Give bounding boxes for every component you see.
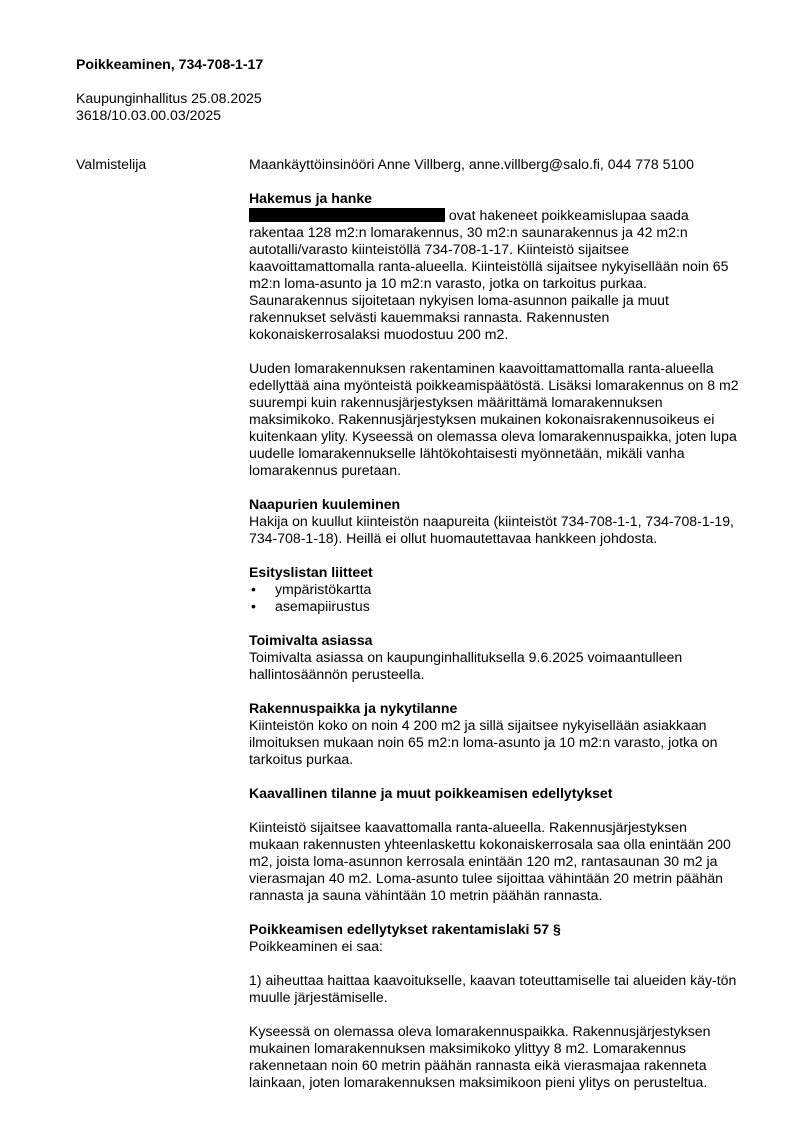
section-heading: Toimivalta asiassa xyxy=(249,632,373,648)
attachment-list xyxy=(249,581,739,615)
section-hakemus xyxy=(249,190,739,479)
paragraph xyxy=(249,207,739,343)
section-heading: Esityslistan liitteet xyxy=(249,564,373,580)
section-kaava xyxy=(249,785,739,904)
paragraph: Kiinteistö sijaitsee kaavattomalla ranta-alueella. Rakennusjärjestyksen mukaan rakennusten yhteenlaskettu kokonaiskerrosala saa olla enintään 200 m2, joista loma-asunnon kerrosala enintään 120 m2, rantasaunan 30 m2 ja vierasmajan 40 m2. Loma-asunto tulee sijoittaa vähintään 20 metrin päähän rannasta ja sauna vähintään 10 metrin päähän rannasta. xyxy=(249,819,731,903)
section-naapurit xyxy=(249,496,739,547)
list-item-text: asemapiirustus xyxy=(275,598,370,614)
document-title: Poikkeaminen, 734-708-1-17 xyxy=(76,56,264,72)
paragraph: Toimivalta asiassa on kaupunginhallituksella 9.6.2025 voimaantulleen hallintosäännön perusteella. xyxy=(249,649,683,682)
meeting-info xyxy=(76,90,262,124)
paragraph: Hakija on kuullut kiinteistön naapureita (kiinteistöt 734-708-1-1, 734-708-1-19, 734-708-1-18). Heillä ei ollut huomautettavaa hankkeen johdosta. xyxy=(249,513,734,546)
bullet: • xyxy=(251,581,256,597)
redacted-block xyxy=(249,208,445,222)
paragraph: Kiinteistön koko on noin 4 200 m2 ja sillä sijaitsee nykyisellään asiakkaan ilmoituksen mukaan noin 65 m2:n loma-asunto ja 10 m2:n varasto, jotka on tarkoitus purkaa. xyxy=(249,717,718,767)
meeting-name: Kaupunginhallitus 25.08.2025 xyxy=(76,90,262,106)
preparer-info: Maankäyttöinsinööri Anne Villberg, anne.villberg@salo.fi, 044 778 5100 xyxy=(249,156,694,172)
paragraph: Kyseessä on olemassa oleva lomarakennuspaikka. Rakennusjärjestyksen mukainen lomarakennuksen maksimikoko ylittyy 8 m2. Lomarakennus rakennetaan noin 60 metrin päähän rannasta eikä vierasmajaa rakenneta lainkaan, joten lomarakennuksen maksimikoon pieni ylitys on perusteltua. xyxy=(249,1023,711,1090)
section-rakennuspaikka xyxy=(249,700,739,768)
list-item xyxy=(249,598,739,615)
paragraph: Uuden lomarakennuksen rakentaminen kaavoittamattomalla ranta-alueella edellyttää aina myönteistä poikkeamispäätöstä. Lisäksi lomarakennus on 8 m2 suurempi kuin rakennusjärjestyksen määrittämä lomarakennuksen maksimikoko. Rakennusjärjestyksen mukainen kokonaisrakennusoikeus ei kuitenkaan ylity. Kyseessä on olemassa oleva lomarakennuspaikka, joten lupa uudelle lomarakennukselle lähtökohtaisesti myönnetään, mikäli vanha lomarakennus puretaan. xyxy=(249,360,739,478)
paragraph: 1) aiheuttaa haittaa kaavoitukselle, kaavan toteuttamiselle tai alueiden käy-tön muulle järjestämiselle. xyxy=(249,972,737,1005)
section-toimivalta xyxy=(249,632,739,683)
bullet: • xyxy=(251,598,256,614)
section-liitteet xyxy=(249,564,739,615)
document-body xyxy=(249,156,739,1108)
section-heading: Hakemus ja hanke xyxy=(249,190,372,206)
preparer-label: Valmistelija xyxy=(76,156,147,172)
section-heading: Rakennuspaikka ja nykytilanne xyxy=(249,700,458,716)
paragraph-text: ovat hakeneet poikkeamislupaa saada rakentaa 128 m2:n lomarakennus, 30 m2:n saunarakennus ja 42 m2:n autotalli/varasto kiinteistöllä 734-708-1-17. Kiinteistö sijaitsee kaavoittamattomalla ranta-alueella. Kiinteistöllä sijaitsee nykyisellään noin 65 m2:n loma-asunto ja 10 m2:n varasto, jotka on tarkoitus purkaa. Saunarakennus sijoitetaan nykyisen loma-asunnon paikalle ja muut rakennukset selvästi kauemmaksi rannasta. Rakennusten kokonaiskerrosalaksi muodostuu 200 m2. xyxy=(249,207,729,342)
section-edellytykset xyxy=(249,921,739,1091)
section-heading: Kaavallinen tilanne ja muut poikkeamisen edellytykset xyxy=(249,785,613,801)
list-item-text: ympäristökartta xyxy=(275,581,372,597)
section-heading: Poikkeamisen edellytykset rakentamislaki 57 § xyxy=(249,921,561,937)
section-heading: Naapurien kuuleminen xyxy=(249,496,401,512)
paragraph: Poikkeaminen ei saa: xyxy=(249,938,383,954)
list-item xyxy=(249,581,739,598)
record-id: 3618/10.03.00.03/2025 xyxy=(76,107,221,123)
